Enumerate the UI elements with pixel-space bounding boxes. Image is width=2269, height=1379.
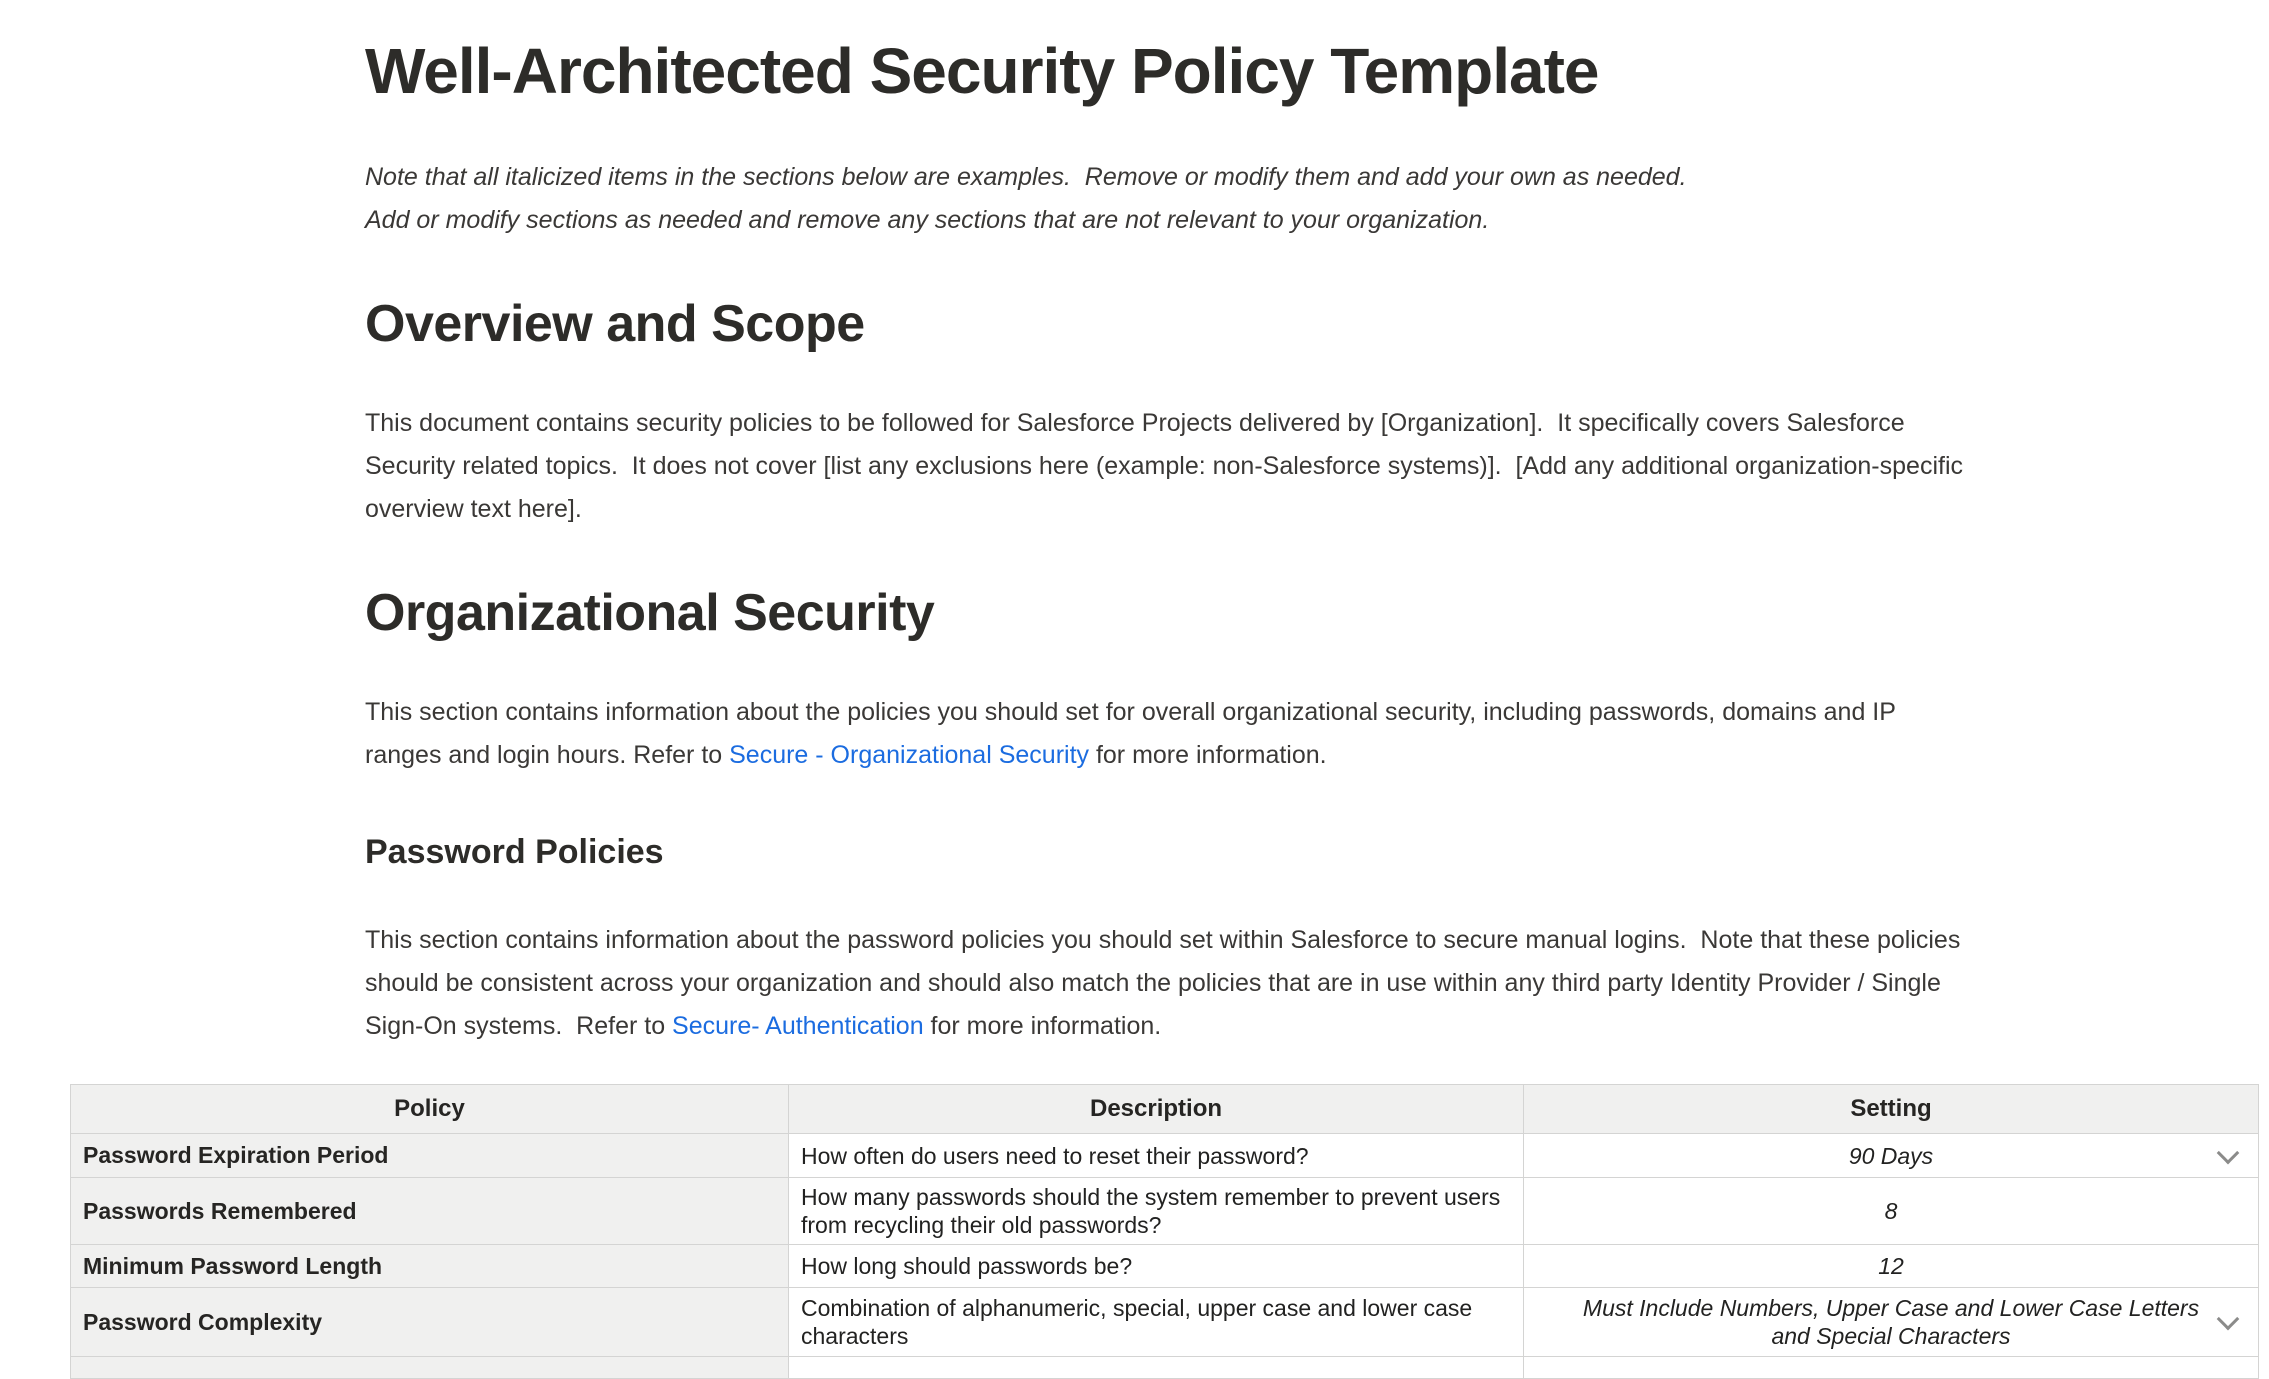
table-row xyxy=(71,1245,2259,1288)
overview-paragraph: This document contains security policies to be followed for Salesforce Projects delivered by [Organization]. It specifically covers Salesforce Security related topics. It does not cover [list any exclusions here (example: non-Salesforce systems)]. [Add any additional organization-specific overview text here]. xyxy=(365,409,1970,523)
note-line-2: Add or modify sections as needed and remove any sections that are not relevant to your organization. xyxy=(365,206,1490,234)
column-header-policy: Policy xyxy=(71,1085,789,1134)
password-policies-table xyxy=(70,1084,2259,1379)
password-policies-paragraph xyxy=(365,919,1975,1048)
setting-select-password-complexity[interactable] xyxy=(1524,1288,2259,1357)
setting-select-password-expiration[interactable] xyxy=(1524,1134,2259,1178)
chevron-down-icon xyxy=(2217,1141,2240,1164)
policy-description-cell: How many passwords should the system remember to prevent users from recycling their old passwords? xyxy=(789,1178,1524,1245)
policy-name-cell: Password Complexity xyxy=(71,1288,789,1357)
setting-value-minimum-password-length xyxy=(1524,1245,2259,1288)
setting-cell xyxy=(1524,1357,2259,1379)
org-security-text-before: This section contains information about the policies you should set for overall organizational security, including passwords, domains and IP ranges and login hours. Refer to xyxy=(365,698,1903,769)
secure-authentication-link[interactable]: Secure- Authentication xyxy=(672,1012,924,1040)
setting-value-passwords-remembered xyxy=(1524,1178,2259,1245)
org-security-text-after: for more information. xyxy=(1089,741,1327,769)
document-body xyxy=(365,0,1975,1048)
table-row xyxy=(71,1134,2259,1178)
secure-organizational-security-link[interactable]: Secure - Organizational Security xyxy=(729,741,1090,769)
password-policies-table-container xyxy=(70,1084,2258,1379)
table-row xyxy=(71,1288,2259,1357)
section-heading-organizational-security: Organizational Security xyxy=(365,584,935,642)
chevron-down-icon xyxy=(2217,1308,2240,1331)
policy-description-cell: How long should passwords be? xyxy=(789,1245,1524,1288)
policy-description-cell xyxy=(789,1357,1524,1379)
setting-value: 8 xyxy=(1884,1198,1898,1224)
column-header-setting: Setting xyxy=(1524,1085,2259,1134)
italic-note xyxy=(365,156,1975,242)
policy-description-cell: How often do users need to reset their password? xyxy=(789,1134,1524,1178)
table-header-row xyxy=(71,1085,2259,1134)
setting-value: Must Include Numbers, Upper Case and Lower Case Letters and Special Characters xyxy=(1582,1295,2200,1349)
page-title: Well-Architected Security Policy Template xyxy=(365,35,1599,107)
policy-name-cell: Passwords Remembered xyxy=(71,1178,789,1245)
section-heading-overview-and-scope: Overview and Scope xyxy=(365,295,865,353)
policy-name-cell: Password Expiration Period xyxy=(71,1134,789,1178)
section-heading-password-policies: Password Policies xyxy=(365,833,664,871)
setting-value: 90 Days xyxy=(1848,1142,1934,1169)
password-policies-text-after: for more information. xyxy=(923,1012,1162,1040)
password-policies-text-before: This section contains information about the password policies you should set within Salesforce to secure manual logins. Note that these policies should be consistent across your organization and should also match the policies that are in use within any third party Identity Provider / Single Sign-On systems. Refer to xyxy=(365,926,1968,1040)
organizational-security-paragraph xyxy=(365,691,1975,777)
table-row-partially-visible xyxy=(71,1357,2259,1379)
note-line-1: Note that all italicized items in the sections below are examples. Remove or modify them and add your own as needed. xyxy=(365,163,1687,191)
setting-value: 12 xyxy=(1878,1253,1904,1279)
policy-description-cell: Combination of alphanumeric, special, upper case and lower case characters xyxy=(789,1288,1524,1357)
policy-name-cell: Minimum Password Length xyxy=(71,1245,789,1288)
column-header-description: Description xyxy=(789,1085,1524,1134)
policy-name-cell xyxy=(71,1357,789,1379)
table-row xyxy=(71,1178,2259,1245)
